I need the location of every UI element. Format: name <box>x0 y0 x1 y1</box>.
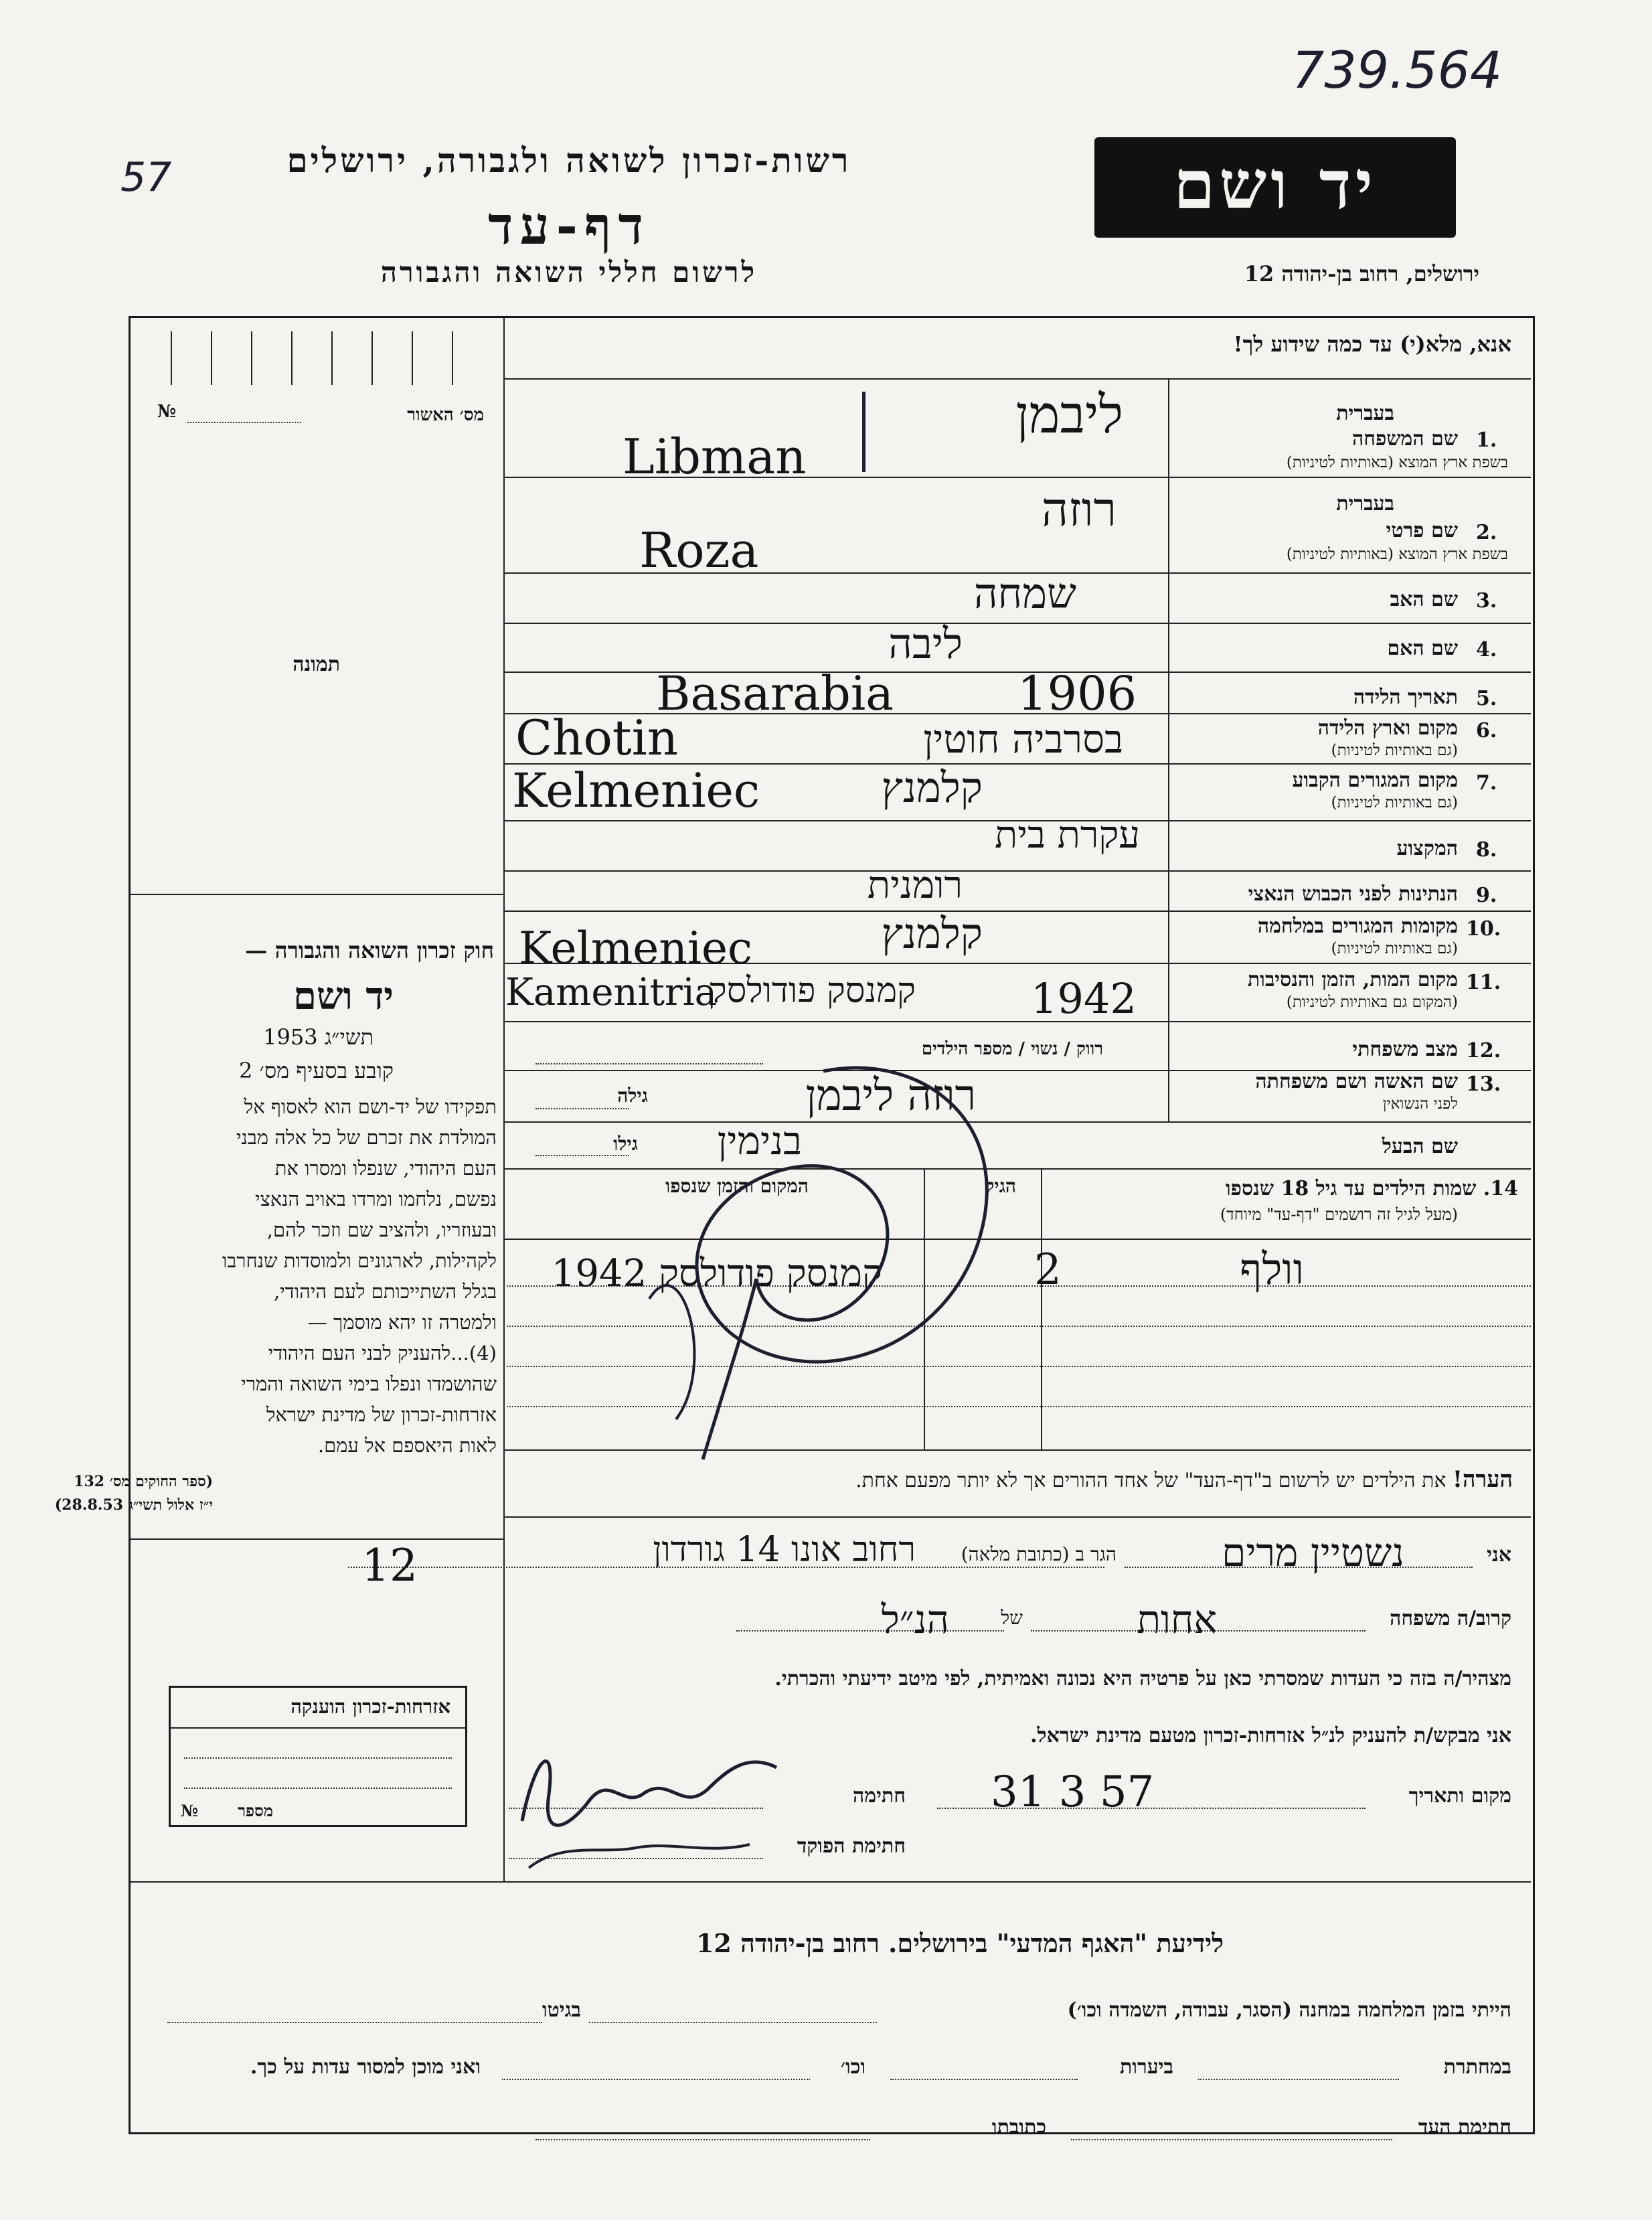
law-line: המולדת את זכרם של כל אלה מבני <box>236 1126 497 1149</box>
bottom-line2-b: ביערות <box>1119 2055 1173 2079</box>
law-line: אזרחות-זכרון של מדינת ישראל <box>266 1403 497 1426</box>
field-10-note: (גם באותיות לטיניות) <box>1331 940 1458 957</box>
scribble-loop <box>697 1068 987 1362</box>
field-7-num: 7. <box>1476 771 1497 795</box>
hw-residence-heb: קלמנץ <box>881 763 983 812</box>
field-11-num: 11. <box>1466 971 1501 994</box>
form-intro: אנא, מלא(י) עד כמה שידוע לך! <box>1233 331 1511 357</box>
field-4-label: שם האם <box>1387 637 1458 660</box>
hebrew-label-2: בעברית <box>1336 492 1394 516</box>
scribble-mark <box>602 1044 1071 1473</box>
law-line: שהושמדו ונפלו בימי השואה והמרי <box>241 1372 497 1395</box>
age-label-husband: גילו <box>613 1133 638 1155</box>
cert-suffix: № <box>181 1801 199 1820</box>
col-age: הגיל <box>985 1175 1016 1197</box>
field-9-num: 9. <box>1476 884 1497 907</box>
cert-number-label: מספר <box>238 1801 273 1820</box>
approval-label: מס׳ האשור <box>407 405 484 425</box>
form-subtitle: לרשום חללי השואה והגבורה <box>380 256 758 289</box>
field-6-num: 6. <box>1476 719 1497 742</box>
law-clause: קובע בסעיף מס׳ 2 <box>239 1058 394 1083</box>
hebrew-label-1: בעברית <box>1336 402 1394 425</box>
note-text: את הילדים יש לרשום ב"דף-העד" של אחד ההורים אך לא יותר מפעם אחת. <box>855 1469 1447 1492</box>
field-3-label: שם האב <box>1390 588 1458 611</box>
law-line: נפשם, נלחמו ומרדו באויב הנאצי <box>254 1188 497 1210</box>
hw-war-place-lat: Kelmeniec <box>519 923 752 974</box>
field-7-note: (גם באותיות לטיניות) <box>1331 794 1458 811</box>
hw-nationality: רומנית <box>867 864 963 907</box>
approval-suffix: № <box>157 402 177 422</box>
field-8-num: 8. <box>1476 838 1497 862</box>
bottom-line2-d: ואני מוכן למסור עדות על כך. <box>250 2055 481 2079</box>
hw-death-year: 1942 <box>1031 974 1137 1023</box>
bottom-line2-a: במחתרת <box>1443 2055 1511 2079</box>
law-line: בגלל השתייכותם לעם היהודי, <box>273 1280 497 1303</box>
bottom-line1-b: בגיטו <box>542 1998 581 2022</box>
field-11-label: מקום המות, הזמן והנסיבות <box>1247 968 1458 992</box>
hw-child-name: וולף <box>1240 1245 1304 1295</box>
witness-signature <box>509 1714 790 1875</box>
field-10-num: 10. <box>1466 917 1501 941</box>
field-10-label: מקומות המגורים במלחמה <box>1257 915 1458 938</box>
form-title: דף-עד <box>488 195 650 256</box>
law-text <box>135 1091 497 1461</box>
field-1-num: 1. <box>1476 428 1497 452</box>
hw-birth-region: Basarabia <box>656 666 894 721</box>
field-12-num: 12. <box>1466 1039 1501 1062</box>
logo-text: יד ושם <box>1173 145 1377 224</box>
relative-label: קרוב/ה משפחה <box>1390 1607 1511 1630</box>
field-5-label: תאריך הלידה <box>1353 686 1458 709</box>
officer-label: חתימת הפוקד <box>797 1834 906 1858</box>
law-line: ולמטרה זו יהא מוסמך — <box>307 1311 497 1334</box>
hw-first-lat: Roza <box>639 522 759 578</box>
field-12-label: מצב משפחתי <box>1352 1038 1458 1061</box>
hw-profession: עקרת בית <box>995 813 1140 857</box>
field-5-num: 5. <box>1476 687 1497 710</box>
hw-relation-of: הנ״ל <box>881 1597 949 1642</box>
margin-mark: 57 <box>120 154 172 201</box>
hw-family-heb: ליבמן <box>1015 385 1123 445</box>
hw-witness-address: רחוב אונו 14 גורדון <box>653 1530 916 1570</box>
org-address: ירושלים, רחוב בן-יהודה 12 <box>1244 261 1479 287</box>
law-ref-1: (ספר החוקים מס׳ 132 <box>74 1473 213 1490</box>
law-line: העם היהודי, שנפלו ומסרו את <box>274 1157 497 1180</box>
hw-witness-name: נשטיין מרים <box>1222 1530 1404 1575</box>
law-line: תפקידו של יד-ושם הוא לאסוף אל <box>244 1095 497 1118</box>
field-2-num: 2. <box>1476 521 1497 544</box>
note-prefix: הערה! <box>1453 1466 1513 1493</box>
age-label-wife: גילה <box>617 1085 648 1107</box>
witness-signature-stroke <box>522 1761 776 1826</box>
law-line: ובעוזריו, ולהציב שם וזכר להם, <box>266 1218 497 1241</box>
husband-label: שם הבעל <box>1382 1135 1458 1158</box>
law-ref-2: י״ז אלול תשי״ג 28.8.53) <box>54 1496 213 1514</box>
field-6-note: (גם באותיות לטיניות) <box>1331 742 1458 759</box>
bottom-line3-b: כתובתו <box>991 2116 1046 2139</box>
org-line: רשות-זכרון לשואה ולגבורה, ירושלים <box>286 141 851 180</box>
field-9-label: הנתינות לפני הכבוש הנאצי <box>1248 882 1458 906</box>
bottom-title: לידיעת "האגף המדעי" בירושלים. רחוב בן-יהודה 12 <box>695 1928 1224 1958</box>
hw-child-place: קמנסק פודולסק 1942 <box>551 1252 882 1295</box>
hw-birth-place-lat: Chotin <box>515 710 679 766</box>
bottom-line1-a: הייתי בזמן המלחמה במחנה (הסגר, עבודה, השמדה וכו׳) <box>1067 1998 1511 2022</box>
field-1-note: בשפת ארץ המוצא (באותיות לטיניות) <box>1286 454 1508 471</box>
scribble-stroke-2 <box>649 1285 694 1419</box>
hw-death-place-lat: Kamenitria <box>505 971 718 1014</box>
children-label: 14. שמות הילדים עד גיל 18 שנספו <box>1225 1177 1518 1200</box>
field-8-label: המקצוע <box>1396 837 1458 860</box>
declare-text: מצהיר/ה בזה כי העדות שמסרתי כאן על פרטיה היא נכונה ואמיתית, לפי מיטב ידיעתי והכרתי. <box>774 1667 1511 1690</box>
place-date-label: מקום ותאריך <box>1408 1784 1511 1808</box>
field-3-num: 3. <box>1476 589 1497 613</box>
hw-relation: אחות <box>1137 1597 1217 1642</box>
law-line: לקהילות, לארגונים ולמוסדות שנחרבו <box>222 1249 497 1272</box>
lives-label: הגר ב (כתובת מלאה) <box>961 1543 1117 1565</box>
request-text: אני מבקש/ת להעניק לנ״ל אזרחות-זכרון מטעם מדינת ישראל. <box>1030 1724 1511 1747</box>
hw-family-lat: Libman <box>623 428 807 485</box>
marital-options: רווק / נשוי / מספר הילדים <box>921 1039 1103 1059</box>
hw-residence-lat: Kelmeniec <box>512 763 760 818</box>
bottom-line2-c: וכו׳ <box>841 2055 865 2079</box>
bottom-line3-a: חתימת העד <box>1418 2116 1511 2139</box>
field-4-num: 4. <box>1476 638 1497 661</box>
law-year: תשי״ג 1953 <box>263 1024 374 1050</box>
photo-label: תמונה <box>293 653 340 676</box>
field-2-label: שם פרטי <box>1386 519 1458 542</box>
hw-date: 31 3 57 <box>991 1767 1155 1817</box>
hw-first-heb: רוזה <box>1041 482 1117 537</box>
field-13-label: שם האשה ושם משפחתה <box>1255 1070 1458 1093</box>
hw-child-age: 2 <box>1034 1245 1062 1295</box>
cert-title: אזרחות-זכרון הוענקה <box>291 1695 450 1718</box>
hw-birth-year: 1906 <box>1017 666 1137 721</box>
of-label: של <box>1001 1607 1023 1629</box>
field-13-note: לפני הנשואין <box>1382 1095 1458 1113</box>
children-note: (מעל לגיל זה רושמים "דף-עד" מיוחד) <box>1220 1205 1458 1224</box>
law-title: חוק זכרון השואה והגבורה — <box>245 937 494 963</box>
officer-signature-stroke <box>529 1844 750 1868</box>
i-label: אני <box>1487 1543 1511 1567</box>
field-13-num: 13. <box>1466 1073 1501 1096</box>
yad-vashem-logo <box>1094 137 1456 238</box>
hw-birth-place-heb: בסרביה חוטין <box>923 716 1123 762</box>
archive-number: 739.564 <box>1292 40 1503 100</box>
hw-husband-name: בנימין <box>717 1118 802 1164</box>
hw-death-place-heb: קמנסק פודולסק <box>708 971 916 1011</box>
scribble-tail <box>703 1279 756 1459</box>
field-11-note: (המקום גם באותיות לטיניות) <box>1286 994 1458 1011</box>
hw-wife-name: רוזה ליבמן <box>805 1071 976 1121</box>
signature-label: חתימה <box>853 1784 906 1808</box>
law-line: (4)...להעניק לבני העם היהודי <box>268 1342 497 1364</box>
law-line: לאות היאספם אל עמם. <box>317 1434 497 1457</box>
field-1-label: שם המשפחה <box>1351 427 1458 451</box>
col-place: המקום והזמן שנספו <box>665 1175 809 1197</box>
field-2-note: בשפת ארץ המוצא (באותיות לטיניות) <box>1286 546 1508 563</box>
hw-mother: ליבה <box>888 619 963 668</box>
hw-war-place-heb: קלמנץ <box>881 909 983 958</box>
field-7-label: מקום המגורים הקבוע <box>1292 769 1458 792</box>
field-6-label: מקום וארץ הלידה <box>1317 716 1458 740</box>
approval-digit-boxes <box>151 331 485 385</box>
law-name: יד ושם <box>293 974 394 1018</box>
hw-witness-address-num: 12 <box>361 1540 418 1591</box>
hw-father: שמחה <box>973 569 1076 618</box>
